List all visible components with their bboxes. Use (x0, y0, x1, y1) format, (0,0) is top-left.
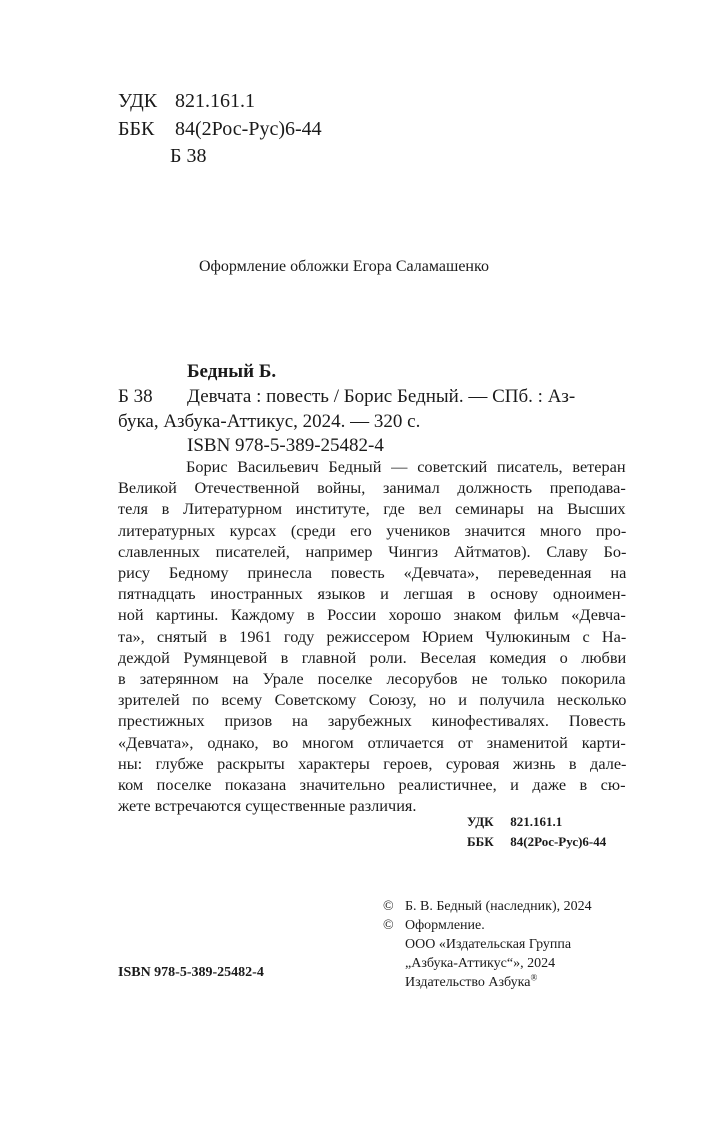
annotation-line: славленных писателей, например Чингиз Айтматов). Славу Бо- (118, 541, 627, 561)
bbk-label-bottom: ББК (467, 834, 494, 849)
udk-code-bottom (467, 812, 562, 832)
annotation-line: ком поселке показана значительно реалистичнее, и даже в сю- (118, 775, 626, 795)
annotation-line: литературных курсах (среди его учеников значится много про- (118, 520, 627, 540)
copyright-icon: © (383, 918, 394, 933)
annotation-line: ной картины. Каждому в России хорошо знаком фильм «Девча- (118, 605, 626, 625)
author-mark-top: Б 38 (170, 145, 207, 167)
annotation-line: деждой Румянцевой в главной роли. Веселая комедия о любви (118, 647, 627, 667)
udk-label: УДК (118, 90, 158, 112)
bbk-value-bottom: 84(2Рос-Рус)6-44 (510, 834, 607, 849)
copyright-line-publisher-name: „Азбука-Аттикус“», 2024 (405, 956, 556, 971)
udk-value: 821.161.1 (175, 90, 255, 112)
annotation-line: рису Бедному принесла повесть «Девчата», переведенная на (118, 563, 627, 583)
copyright-line-heirs: © Б. В. Бедный (наследник), 2024 (383, 899, 592, 914)
cover-credit: Оформление обложки Егора Саламашенко (199, 258, 489, 275)
title-line-1: Девчата : повесть / Борис Бедный. — СПб. : Аз- (187, 386, 576, 407)
udk-value-bottom: 821.161.1 (510, 814, 563, 829)
bbk-code-bottom (467, 832, 606, 852)
annotation-line: Борис Васильевич Бедный — советский писатель, ветеран (186, 457, 626, 476)
registered-trademark-icon: ® (530, 972, 538, 983)
copyright-line-publisher: ООО «Издательская Группа (405, 937, 572, 952)
annotation-line: жете встречаются существенные различия. (118, 796, 417, 816)
copyright-line-design: © Оформление. (383, 918, 485, 933)
annotation (118, 456, 626, 816)
annotation-line: пятнадцать иностранных языков и легшая в основу одноимен- (118, 584, 627, 604)
author-mark: Б 38 (118, 386, 153, 407)
annotation-line: престижных призов на зарубежных кинофестивалях. Повесть (118, 711, 626, 731)
bbk-code-top (118, 116, 322, 142)
annotation-line: зрителей по всему Советскому Союзу, но и получила несколько (118, 690, 627, 710)
udk-code-top (118, 88, 255, 114)
copyright-line-imprint: Издательство Азбука® (405, 972, 538, 990)
annotation-line: ны: глубже раскрыты характеры героев, суровая жизнь в дале- (118, 753, 627, 773)
bbk-value: 84(2Рос-Рус)6-44 (175, 118, 322, 140)
isbn-bottom: ISBN 978-5-389-25482-4 (118, 965, 264, 980)
annotation-line: «Девчата», однако, во многом отличается от знаменитой карти- (118, 732, 626, 752)
copyright-icon: © (383, 899, 394, 914)
author-heading: Бедный Б. (187, 361, 277, 382)
annotation-line: та», снятый в 1961 году режиссером Юрием Чулюкиным с На- (118, 626, 627, 646)
annotation-line: теля в Литературном институте, где вел семинары на Высших (118, 499, 626, 519)
annotation-line: в затерянном на Урале поселке лесорубов не только покорила (118, 669, 626, 689)
isbn-line: ISBN 978-5-389-25482-4 (187, 435, 384, 456)
udk-label-bottom: УДК (467, 814, 494, 829)
copyright-block (383, 897, 592, 992)
title-line-2: бука, Азбука-Аттикус, 2024. — 320 с. (118, 411, 421, 432)
annotation-line: Великой Отечественной войны, занимал должность преподава- (118, 478, 626, 498)
bbk-label: ББК (118, 118, 155, 140)
